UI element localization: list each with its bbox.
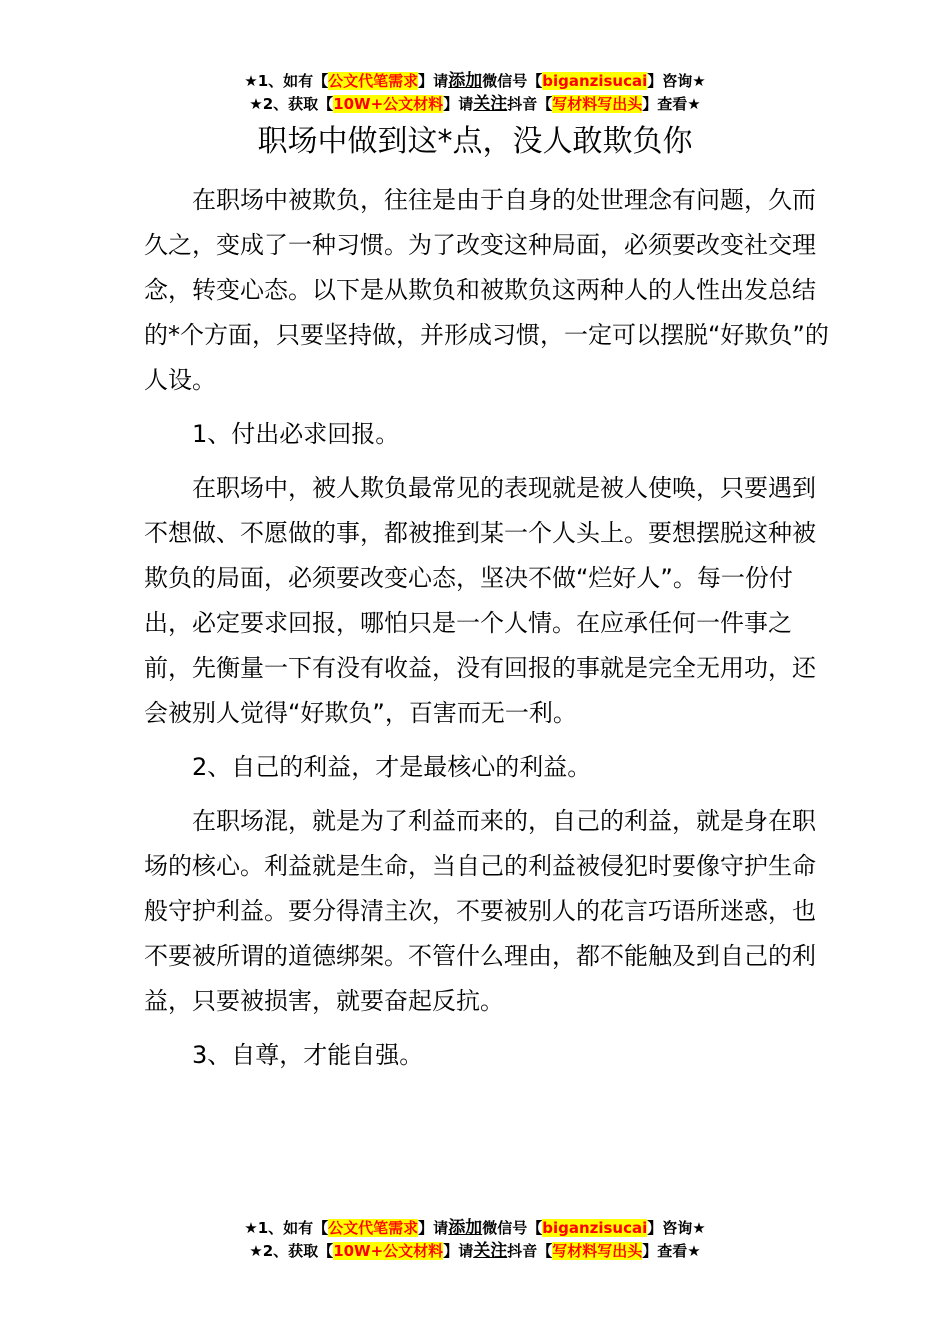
header-banner xyxy=(0,70,950,116)
banner-underline: 关注 xyxy=(473,94,508,114)
section-heading: 1、付出必求回报。 xyxy=(192,420,400,448)
banner-text: 】咨询★ xyxy=(647,72,706,90)
banner-text: ★1、如有【 xyxy=(244,72,329,90)
banner-line-2 xyxy=(0,1240,950,1263)
banner-text: 】请 xyxy=(443,1242,474,1260)
banner-line-1 xyxy=(0,1217,950,1240)
banner-highlight: 10W+公文材料 xyxy=(333,1242,444,1260)
paragraph: 在职场中，被人欺负最常见的表现就是被人使唤，只要遇到不想做、不愿做的事，都被推到某一个人头上。要想摆脱这种被欺负的局面，必须要改变心态，坚决不做“烂好人”。每一份付出，必定要求回报，哪怕只是一个人情。在应承任何一件事之前，先衡量一下有没有收益，没有回报的事就是完全无用功，还会被别人觉得“好欺负”，百害而无一利。 xyxy=(144,474,816,727)
banner-text: 】查看★ xyxy=(642,1242,701,1260)
banner-highlight: 10W+公文材料 xyxy=(333,95,444,113)
banner-highlight: 写材料写出头 xyxy=(552,95,643,113)
banner-text: 】请 xyxy=(443,95,474,113)
banner-text: ★2、获取【 xyxy=(249,1242,334,1260)
banner-text: 微信号【 xyxy=(482,1219,543,1237)
banner-underline: 添加 xyxy=(448,1218,483,1238)
banner-text: 】请 xyxy=(418,1219,449,1237)
section-heading: 2、自己的利益，才是最核心的利益。 xyxy=(192,753,592,781)
document-body xyxy=(144,178,834,1087)
document-title: 职场中做到这*点，没人敢欺负你 xyxy=(257,124,693,159)
banner-highlight: 公文代笔需求 xyxy=(328,1219,419,1237)
banner-text: 】咨询★ xyxy=(647,1219,706,1237)
section-heading: 3、自尊，才能自强。 xyxy=(192,1041,424,1069)
banner-text: 】请 xyxy=(418,72,449,90)
banner-text: ★1、如有【 xyxy=(244,1219,329,1237)
banner-highlight: biganzisucai xyxy=(542,1219,648,1237)
banner-highlight: biganzisucai xyxy=(542,72,648,90)
banner-highlight: 写材料写出头 xyxy=(552,1242,643,1260)
banner-line-2 xyxy=(0,93,950,116)
banner-text: ★2、获取【 xyxy=(249,95,334,113)
banner-highlight: 公文代笔需求 xyxy=(328,72,419,90)
paragraph: 在职场混，就是为了利益而来的，自己的利益，就是身在职场的核心。利益就是生命，当自己的利益被侵犯时要像守护生命般守护利益。要分得清主次，不要被别人的花言巧语所迷惑，也不要被所谓的道德绑架。不管什么理由，都不能触及到自己的利益，只要被损害，就要奋起反抗。 xyxy=(144,807,816,1015)
banner-underline: 关注 xyxy=(473,1241,508,1261)
paragraph: 在职场中被欺负，往往是由于自身的处世理念有问题，久而久之，变成了一种习惯。为了改变这种局面，必须要改变社交理念，转变心态。以下是从欺负和被欺负这两种人的人性出发总结的*个方面，只要坚持做，并形成习惯，一定可以摆脱“好欺负”的人设。 xyxy=(144,186,829,394)
banner-text: 抖音【 xyxy=(507,95,553,113)
footer-banner xyxy=(0,1217,950,1263)
banner-text: 抖音【 xyxy=(507,1242,553,1260)
banner-underline: 添加 xyxy=(448,71,483,91)
banner-text: 】查看★ xyxy=(642,95,701,113)
banner-text: 微信号【 xyxy=(482,72,543,90)
banner-line-1 xyxy=(0,70,950,93)
